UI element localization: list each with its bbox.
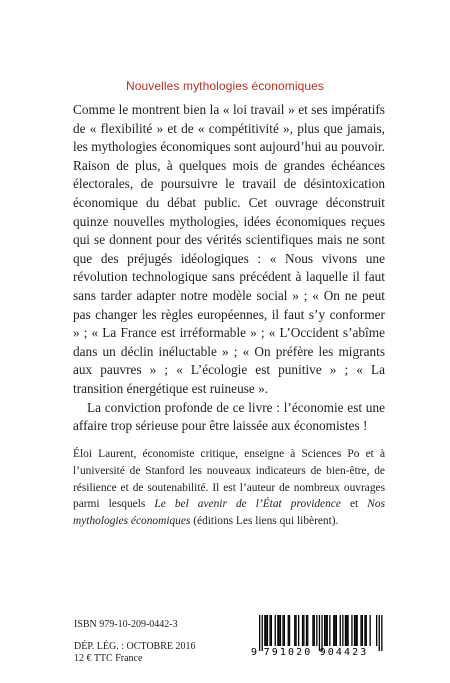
barcode-bar bbox=[294, 615, 295, 646]
barcode-bar bbox=[302, 615, 303, 646]
barcode-bar bbox=[319, 615, 320, 651]
isbn-number: ISBN 979-10-209-0442-3 bbox=[74, 619, 178, 630]
author-bio-text-start: Éloi Laurent, économiste critique, enseigne à Sciences Po et à l’université de Stanford les nouveaux indicateurs de bien-être, de résilience et de soutenabilité. Il est l’auteur de nombreux ouvrages parmi lesquels bbox=[73, 448, 385, 511]
barcode-bar bbox=[342, 615, 343, 646]
barcode-bar bbox=[266, 615, 267, 646]
barcode-bar bbox=[306, 615, 307, 646]
barcode-bars bbox=[259, 615, 383, 651]
barcode-bar bbox=[275, 615, 276, 646]
barcode-bar bbox=[347, 615, 348, 646]
price-label: 12 € TTC France bbox=[74, 653, 143, 664]
author-bio-paragraph bbox=[73, 446, 385, 530]
barcode-left-digits: 791020 bbox=[263, 647, 313, 657]
barcode-bar bbox=[282, 615, 283, 646]
legal-deposit-block bbox=[74, 641, 196, 665]
back-cover-blurb bbox=[73, 101, 385, 436]
barcode-graphic bbox=[248, 615, 388, 657]
barcode-bar bbox=[267, 615, 268, 646]
barcode-bar bbox=[333, 615, 334, 646]
barcode-bar bbox=[289, 615, 290, 646]
barcode-bar bbox=[336, 615, 337, 646]
barcode-bar bbox=[280, 615, 281, 646]
barcode-bar bbox=[314, 615, 315, 646]
barcode-bar bbox=[334, 615, 335, 646]
author-bio-text-middle: et bbox=[340, 498, 368, 511]
barcode-bar bbox=[316, 615, 317, 646]
barcode-bar bbox=[277, 615, 278, 646]
author-biography bbox=[73, 446, 385, 530]
barcode-bar bbox=[370, 615, 371, 646]
barcode-bar bbox=[364, 615, 365, 646]
barcode-bar bbox=[262, 615, 263, 651]
barcode-bar bbox=[279, 615, 280, 646]
book-title-1: Le bel avenir de l’État providence bbox=[154, 498, 341, 511]
book-title-2: Nos mythologies économiques bbox=[73, 498, 386, 528]
ean-barcode bbox=[248, 615, 388, 657]
barcode-bar bbox=[355, 615, 356, 646]
barcode-bar bbox=[312, 615, 313, 646]
barcode-bar bbox=[284, 615, 285, 646]
barcode-bar bbox=[351, 615, 352, 646]
barcode-bar bbox=[324, 615, 325, 646]
barcode-bar bbox=[381, 615, 382, 651]
author-bio-text-end: (éditions Les liens qui libèrent). bbox=[190, 515, 339, 528]
barcode-bar bbox=[329, 615, 330, 646]
barcode-bar bbox=[327, 615, 328, 646]
book-subtitle-heading: Nouvelles mythologies économiques bbox=[125, 79, 325, 93]
barcode-bar bbox=[325, 615, 326, 646]
barcode-bar bbox=[354, 615, 355, 646]
barcode-bar bbox=[366, 615, 367, 646]
barcode-first-digit: 9 bbox=[251, 647, 258, 657]
barcode-bar bbox=[269, 615, 270, 646]
barcode-bar bbox=[288, 615, 289, 646]
barcode-bar bbox=[298, 615, 299, 646]
barcode-bar bbox=[346, 615, 347, 646]
barcode-bar bbox=[264, 615, 265, 646]
blurb-paragraph-1: Comme le montrent bien la « loi travail » et ses impératifs de « flexibilité » et de « compétitivité », plus que jamais, les mythologies économiques sont aujourd’hui au pouvoir. Raison de plus, à quelques mois de grandes échéances électorales, de poursuivre le travail de désintoxication économique du débat public. Cet ouvrage déconstruit quinze nouvelles mythologies, idées économiques reçues qui se donnent pour des vérités scientifiques mais ne sont que des préjugés idéologiques : « Nous vivons une révolution technologique sans précédent à laquelle il faut sans tarder adapter notre modèle social » ; « On ne peut pas changer les règles européennes, il faut s’y conformer » ; « La France est irréformable » ; « L’Occident s’abîme dans un déclin inéluctable » ; « On préfère les migrants aux pauvres » ; « L’écologie est punitive » ; « La transition énergétique est ruineuse ». bbox=[73, 102, 385, 396]
legal-deposit-date: DÉP. LÉG. : OCTOBRE 2016 bbox=[74, 641, 196, 652]
barcode-bar bbox=[307, 615, 308, 646]
barcode-bar bbox=[321, 615, 322, 651]
barcode-bar bbox=[295, 615, 296, 646]
barcode-bar bbox=[379, 615, 380, 651]
barcode-bar bbox=[303, 615, 304, 646]
barcode-bar bbox=[259, 615, 260, 651]
barcode-right-digits: 904423 bbox=[319, 647, 369, 657]
barcode-bar bbox=[362, 615, 363, 646]
barcode-bar bbox=[271, 615, 272, 646]
barcode-bar bbox=[345, 615, 346, 646]
barcode-bar bbox=[376, 615, 377, 646]
barcode-bar bbox=[357, 615, 358, 646]
barcode-bar bbox=[360, 615, 361, 646]
blurb-paragraph-2: La conviction profonde de ce livre : l’économie est une affaire trop sérieuse pour être laissée aux économistes ! bbox=[73, 399, 385, 434]
barcode-bar bbox=[340, 615, 341, 646]
